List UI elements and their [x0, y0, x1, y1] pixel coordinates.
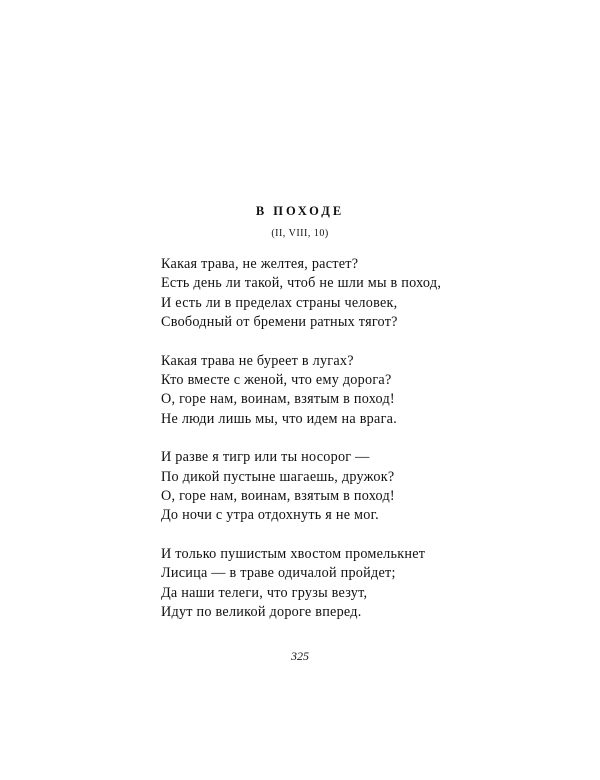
poem-line: И есть ли в пределах страны человек, — [161, 294, 398, 311]
stanza — [161, 255, 581, 333]
poem-line: По дикой пустыне шагаешь, дружок? — [161, 468, 395, 485]
poem-line: До ночи с утра отдохнуть я не мог. — [161, 507, 379, 524]
poem-title: В ПОХОДЕ — [255, 204, 345, 218]
poem-line: Лисица — в траве одичалой пройдет; — [161, 565, 396, 582]
page-number: 325 — [291, 649, 309, 663]
poem-line: И разве я тигр или ты носорог — — [161, 449, 370, 466]
poem-line: Не люди лишь мы, что идем на врага. — [161, 410, 397, 427]
poem-line: О, горе нам, воинам, взятым в поход! — [161, 488, 395, 505]
poem-body — [161, 255, 581, 642]
poem-line: Да наши телеги, что грузы везут, — [161, 584, 368, 601]
poem-line: Какая трава, не желтея, растет? — [161, 256, 359, 272]
poem-line: Кто вместе с женой, что ему дорога? — [161, 372, 392, 389]
poem-line: Идут по великой дороге вперед. — [161, 604, 362, 621]
poem-line: О, горе нам, воинам, взятым в поход! — [161, 391, 395, 408]
poem-line: Свободный от бремени ратных тягот? — [161, 314, 398, 331]
stanza — [161, 545, 581, 623]
poem-line: Есть день ли такой, чтоб не шли мы в поход, — [161, 275, 442, 292]
poem-line: Какая трава не буреет в лугах? — [161, 352, 354, 369]
poem-source-reference: (II, VIII, 10) — [271, 228, 329, 239]
stanza — [161, 352, 581, 430]
poem-line: И только пушистым хвостом промелькнет — [161, 545, 426, 562]
stanza — [161, 448, 581, 526]
